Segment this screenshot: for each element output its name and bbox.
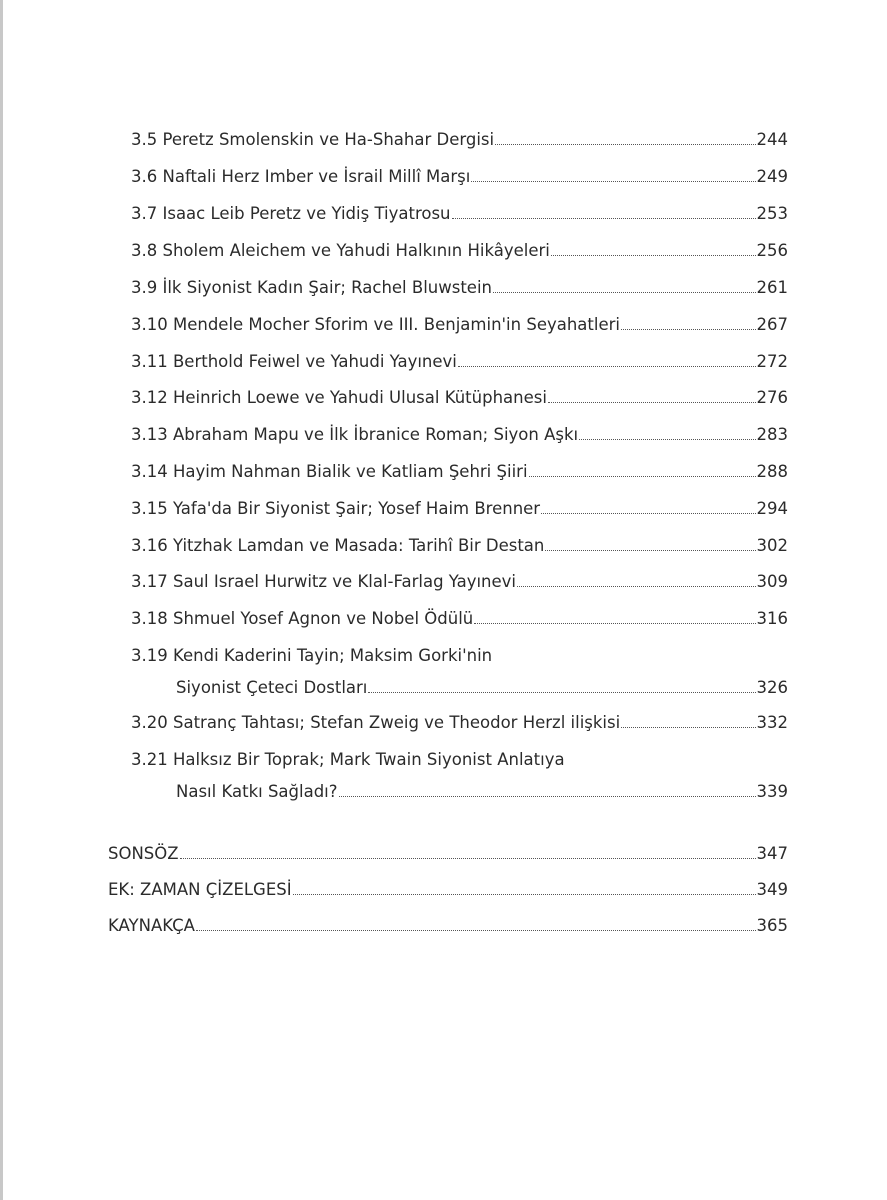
toc-entry-page: 272 <box>756 352 788 371</box>
toc-back-matter-entry[interactable] <box>108 842 788 866</box>
toc-entry-title-line1[interactable]: 3.21 Halksız Bir Toprak; Mark Twain Siyonist Anlatıya <box>131 750 565 769</box>
dot-leader <box>458 365 756 367</box>
toc-entry-title: KAYNAKÇA <box>108 916 195 935</box>
toc-entry-page: 365 <box>756 916 788 935</box>
toc-entry-title: 3.6 Naftali Herz Imber ve İsrail Millî Marşı <box>131 167 471 186</box>
toc-entry-title: 3.14 Hayim Nahman Bialik ve Katliam Şehri Şiiri <box>131 462 528 481</box>
toc-entry-page: 349 <box>756 880 788 899</box>
toc-entry[interactable] <box>131 276 788 300</box>
toc-entry-title: 3.15 Yafa'da Bir Siyonist Şair; Yosef Haim Brenner <box>131 499 541 518</box>
toc-entry[interactable] <box>131 350 788 374</box>
toc-entry-title-line1[interactable]: 3.19 Kendi Kaderini Tayin; Maksim Gorki'nin <box>131 646 493 665</box>
dot-leader <box>293 893 756 895</box>
toc-entry-title: 3.7 Isaac Leib Peretz ve Yidiş Tiyatrosu <box>131 204 451 223</box>
toc-entry-title: Nasıl Katkı Sağladı? <box>176 782 338 801</box>
dot-leader <box>579 438 755 440</box>
dot-leader <box>529 475 756 477</box>
toc-entry-page: 249 <box>756 167 788 186</box>
toc-entry[interactable] <box>131 711 788 735</box>
dot-leader <box>452 217 756 219</box>
toc-entry-page: 326 <box>756 678 788 697</box>
dot-leader <box>621 726 755 728</box>
toc-entry-page: 347 <box>756 844 788 863</box>
toc-entry-title: EK: ZAMAN ÇİZELGESİ <box>108 880 292 899</box>
toc-entry-page: 302 <box>756 536 788 555</box>
toc-entry[interactable] <box>131 313 788 337</box>
toc-entry-page: 276 <box>756 388 788 407</box>
toc-entry[interactable] <box>176 780 788 804</box>
toc-entry-page: 332 <box>756 713 788 732</box>
toc-entry[interactable] <box>176 676 788 700</box>
dot-leader <box>474 622 755 624</box>
toc-entry[interactable] <box>131 239 788 263</box>
toc-back-matter-entry[interactable] <box>108 878 788 902</box>
toc-entry-page: 283 <box>756 425 788 444</box>
toc-entry-title: 3.8 Sholem Aleichem ve Yahudi Halkının Hikâyeleri <box>131 241 550 260</box>
toc-entry-page: 309 <box>756 572 788 591</box>
toc-entry[interactable] <box>131 423 788 447</box>
toc-entry-title: 3.13 Abraham Mapu ve İlk İbranice Roman; Siyon Aşkı <box>131 425 579 444</box>
toc-entry[interactable] <box>131 386 788 410</box>
toc-entry-page: 288 <box>756 462 788 481</box>
toc-entry-page: 339 <box>756 782 788 801</box>
toc-entry-title: 3.18 Shmuel Yosef Agnon ve Nobel Ödülü <box>131 609 474 628</box>
dot-leader <box>551 254 756 256</box>
dot-leader <box>180 857 756 859</box>
toc-entry[interactable] <box>131 202 788 226</box>
dot-leader <box>471 180 755 182</box>
toc-entry-title: SONSÖZ <box>108 844 179 863</box>
dot-leader <box>196 929 756 931</box>
toc-entry[interactable] <box>131 165 788 189</box>
dot-leader <box>495 143 755 145</box>
dot-leader <box>517 585 755 587</box>
toc-entry[interactable] <box>131 534 788 558</box>
toc-entry[interactable] <box>131 497 788 521</box>
toc-back-matter-entry[interactable] <box>108 914 788 938</box>
toc-entry-page: 316 <box>756 609 788 628</box>
toc-entry[interactable] <box>131 570 788 594</box>
dot-leader <box>621 328 756 330</box>
dot-leader <box>368 691 755 693</box>
dot-leader <box>339 795 756 797</box>
toc-entry-title: 3.5 Peretz Smolenskin ve Ha-Shahar Dergisi <box>131 130 495 149</box>
toc-entry-title: 3.20 Satranç Tahtası; Stefan Zweig ve Theodor Herzl ilişkisi <box>131 713 621 732</box>
toc-entry[interactable] <box>131 607 788 631</box>
toc-entry-page: 253 <box>756 204 788 223</box>
dot-leader <box>493 291 755 293</box>
toc-entry-page: 294 <box>756 499 788 518</box>
toc-entry[interactable] <box>131 128 788 152</box>
toc-entry-title: Siyonist Çeteci Dostları <box>176 678 368 697</box>
dot-leader <box>541 512 755 514</box>
toc-entry-title: 3.11 Berthold Feiwel ve Yahudi Yayınevi <box>131 352 457 371</box>
toc-entry-page: 244 <box>756 130 788 149</box>
toc-entry-page: 267 <box>756 315 788 334</box>
toc-entry-page: 261 <box>756 278 788 297</box>
toc-entry-title: 3.17 Saul Israel Hurwitz ve Klal-Farlag Yayınevi <box>131 572 517 591</box>
toc-entry-title: 3.12 Heinrich Loewe ve Yahudi Ulusal Kütüphanesi <box>131 388 547 407</box>
toc-entry-title: 3.16 Yitzhak Lamdan ve Masada: Tarihî Bir Destan <box>131 536 545 555</box>
dot-leader <box>545 549 755 551</box>
toc-entry-page: 256 <box>756 241 788 260</box>
toc-entry-title: 3.9 İlk Siyonist Kadın Şair; Rachel Bluwstein <box>131 278 493 297</box>
toc-entry-title: 3.10 Mendele Mocher Sforim ve III. Benjamin'in Seyahatleri <box>131 315 620 334</box>
toc-entry[interactable] <box>131 460 788 484</box>
dot-leader <box>548 401 756 403</box>
